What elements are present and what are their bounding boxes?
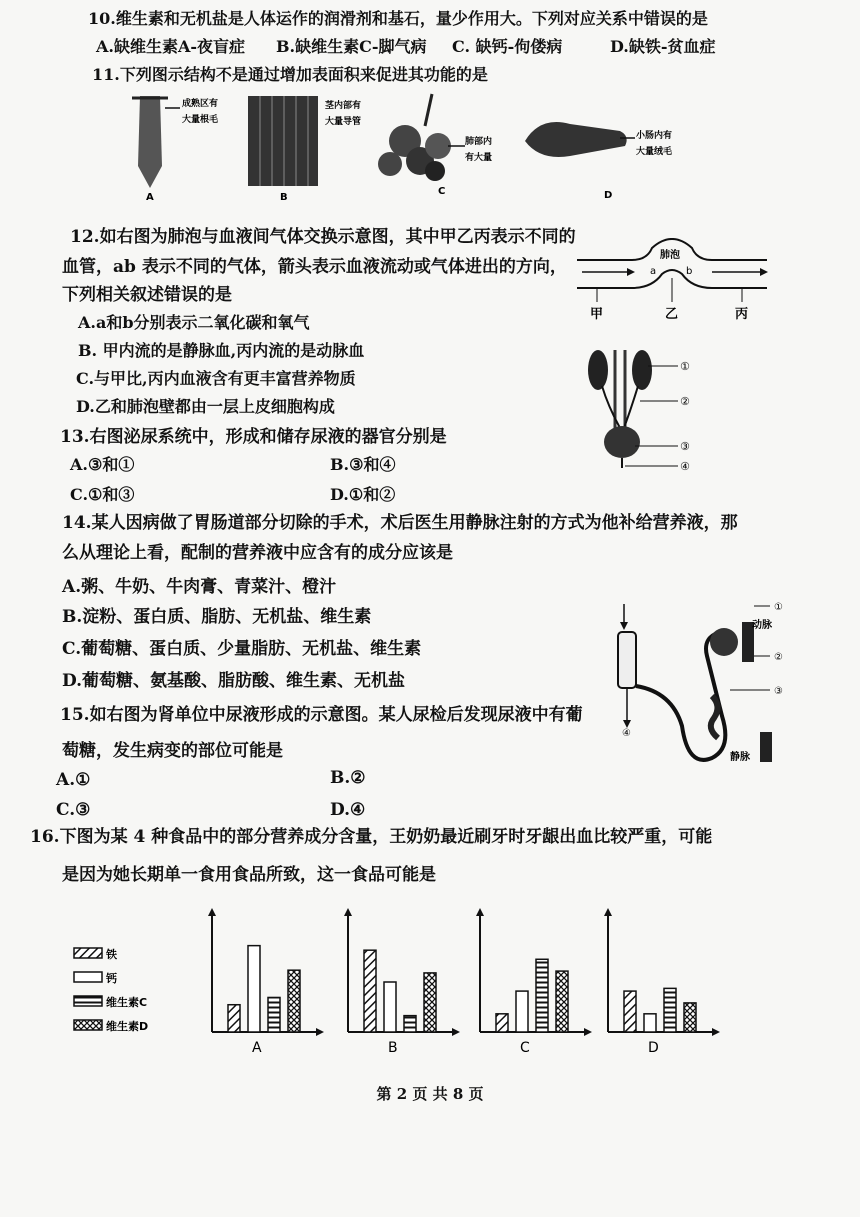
q12-stem-2: 血管，ab 表示不同的气体，箭头表示血液流动或气体进出的方向，	[62, 257, 567, 277]
q10-option-b: B.缺维生素C-脚气病	[276, 37, 427, 56]
q14-option-c: C.葡萄糖、蛋白质、少量脂肪、无机盐、维生素	[62, 639, 422, 659]
q12-option-b: B. 甲内流的是静脉血,丙内流的是动脉血	[78, 341, 365, 360]
marker-2: ②	[680, 395, 690, 408]
category-label-B: B	[388, 1040, 398, 1056]
x-arrow-A	[316, 1028, 324, 1036]
q12-stem-3: 下列相关叙述错误的是	[62, 285, 232, 305]
q11-letter-c: C	[438, 186, 446, 197]
y-arrow-D	[604, 908, 612, 916]
vessel-yi-label: 乙	[665, 307, 679, 322]
legend-swatch-1	[74, 972, 102, 982]
q10-option-a: A.缺维生素A-夜盲症	[96, 37, 246, 56]
q11-c-label-2: 有大量	[465, 153, 493, 163]
vessel-jia-label: 甲	[590, 307, 604, 322]
q11-a-label-1: 成熟区有	[182, 99, 219, 109]
q11-figure	[120, 86, 720, 206]
q12-option-c: C.与甲比,丙内血液含有更丰富营养物质	[76, 369, 356, 388]
q14-stem-1: 14.某人因病做了胃肠道部分切除的手术，术后医生用静脉注射的方式为他补给营养液，那	[62, 513, 738, 533]
vein-vessel	[760, 732, 772, 762]
artery-label: 动脉	[752, 620, 772, 631]
category-label-D: D	[648, 1040, 659, 1056]
q12-stem-1: 12.如右图为肺泡与血液间气体交换示意图，其中甲乙丙表示不同的	[70, 227, 576, 247]
q11-stem: 11.下列图示结构不是通过增加表面积来促进其功能的是	[92, 65, 488, 84]
vessel-bing-label: 丙	[735, 307, 749, 322]
q11-letter-b: B	[280, 192, 288, 203]
q12-option-d: D.乙和肺泡壁都由一层上皮细胞构成	[76, 397, 335, 416]
bar-C-1	[516, 991, 528, 1032]
kidney-right	[632, 350, 652, 390]
y-arrow-A	[208, 908, 216, 916]
q13-option-b: B.③和④	[330, 455, 396, 474]
nutrition-chart	[60, 900, 820, 1060]
bar-D-0	[624, 991, 636, 1032]
y-arrow-C	[476, 908, 484, 916]
legend-label-2: 维生素C	[106, 996, 148, 1009]
bar-C-3	[556, 971, 568, 1032]
q10-stem: 10.维生素和无机盐是人体运作的润滑剂和基石，量少作用大。下列对应关系中错误的是	[88, 9, 708, 28]
x-arrow-B	[452, 1028, 460, 1036]
category-label-C: C	[520, 1040, 530, 1056]
q15-option-b: B.②	[330, 768, 366, 788]
flow-arrowhead	[760, 268, 768, 276]
q15-option-c: C.③	[56, 800, 91, 820]
chart-panels	[208, 908, 720, 1056]
legend-swatch-2	[74, 996, 102, 1006]
bar-B-1	[384, 982, 396, 1032]
legend-swatch-3	[74, 1020, 102, 1030]
x-arrow-D	[712, 1028, 720, 1036]
bar-D-3	[684, 1003, 696, 1032]
y-arrow-B	[344, 908, 352, 916]
bar-B-3	[424, 973, 436, 1032]
bladder	[604, 426, 640, 458]
vein-label: 静脉	[730, 752, 750, 763]
bar-D-2	[664, 988, 676, 1032]
renal-tubule	[636, 632, 725, 760]
q15-option-a: A.①	[56, 770, 91, 790]
q14-option-d: D.葡萄糖、氨基酸、脂肪酸、维生素、无机盐	[62, 671, 406, 691]
root-tip-image	[132, 96, 180, 188]
alveolus-diagram	[572, 238, 778, 322]
bar-C-0	[496, 1014, 508, 1032]
bar-A-0	[228, 1005, 240, 1032]
x-arrow-C	[584, 1028, 592, 1036]
marker-1: ①	[680, 360, 690, 373]
ureter-left	[602, 386, 620, 428]
small-intestine-image	[525, 122, 635, 157]
bar-A-2	[268, 997, 280, 1032]
q13-option-d: D.①和②	[330, 485, 396, 504]
legend-swatch-0	[74, 948, 102, 958]
q15-stem-2: 萄糖，发生病变的部位可能是	[62, 741, 283, 761]
q13-stem: 13.右图泌尿系统中，形成和储存尿液的器官分别是	[60, 427, 447, 447]
q14-stem-2: 么从理论上看，配制的营养液中应含有的成分应该是	[62, 543, 453, 563]
category-label-A: A	[252, 1040, 262, 1056]
nephron-diagram	[612, 596, 822, 776]
q11-b-label-1: 茎内部有	[325, 101, 362, 111]
q11-b-label-2: 大量导管	[325, 117, 362, 127]
collecting-tube	[618, 632, 636, 688]
q10-option-d: D.缺铁-贫血症	[610, 37, 716, 56]
nephron-marker-3: ③	[774, 686, 783, 697]
bar-C-2	[536, 959, 548, 1032]
q11-a-label-2: 大量根毛	[182, 115, 219, 125]
alveolus-label: 肺泡	[660, 250, 680, 261]
marker-4: ④	[680, 460, 690, 473]
q11-d-label-1: 小肠内有	[636, 131, 673, 141]
legend-label-0: 铁	[106, 948, 117, 961]
q16-stem-2: 是因为她长期单一食用食品所致，这一食品可能是	[62, 865, 436, 885]
nephron-marker-4: ④	[622, 728, 631, 739]
chart-legend	[74, 947, 148, 1033]
q13-option-a: A.③和①	[70, 455, 135, 474]
q14-option-a: A.粥、牛奶、牛肉膏、青菜汁、橙汁	[62, 577, 337, 597]
bar-D-1	[644, 1014, 656, 1032]
bar-B-0	[364, 950, 376, 1032]
q15-option-d: D.④	[330, 800, 366, 820]
gas-b-label: b	[686, 266, 693, 277]
q11-c-label-1: 肺部内	[465, 137, 493, 147]
q14-option-b: B.淀粉、蛋白质、脂肪、无机盐、维生素	[62, 607, 372, 627]
gas-a-label: a	[650, 266, 657, 277]
stem-vessel-image	[248, 96, 318, 186]
marker-3: ③	[680, 440, 690, 453]
q11-d-label-2: 大量绒毛	[636, 147, 673, 157]
q11-letter-a: A	[146, 192, 154, 203]
legend-label-1: 钙	[106, 972, 117, 985]
nephron-marker-1: ①	[774, 602, 783, 613]
kidney-left	[588, 350, 608, 390]
bar-A-3	[288, 970, 300, 1032]
q16-stem-1: 16.下图为某 4 种食品中的部分营养成分含量，王奶奶最近刷牙时牙龈出血比较严重，可能	[30, 827, 713, 847]
legend-label-3: 维生素D	[106, 1020, 149, 1033]
lung-alveoli-image	[378, 94, 465, 181]
glomerulus	[710, 628, 738, 656]
bar-A-1	[248, 946, 260, 1032]
q13-option-c: C.①和③	[70, 485, 135, 504]
q11-letter-d: D	[604, 190, 613, 201]
q10-option-c: C. 缺钙-佝偻病	[452, 37, 563, 56]
page-footer: 第 2 页 共 8 页	[376, 1085, 484, 1103]
nephron-marker-2: ②	[774, 652, 783, 663]
bar-B-2	[404, 1016, 416, 1032]
urinary-system-diagram	[580, 346, 700, 476]
q15-stem-1: 15.如右图为肾单位中尿液形成的示意图。某人尿检后发现尿液中有葡	[60, 705, 583, 725]
q12-option-a: A.a和b分别表示二氧化碳和氧气	[78, 313, 310, 332]
